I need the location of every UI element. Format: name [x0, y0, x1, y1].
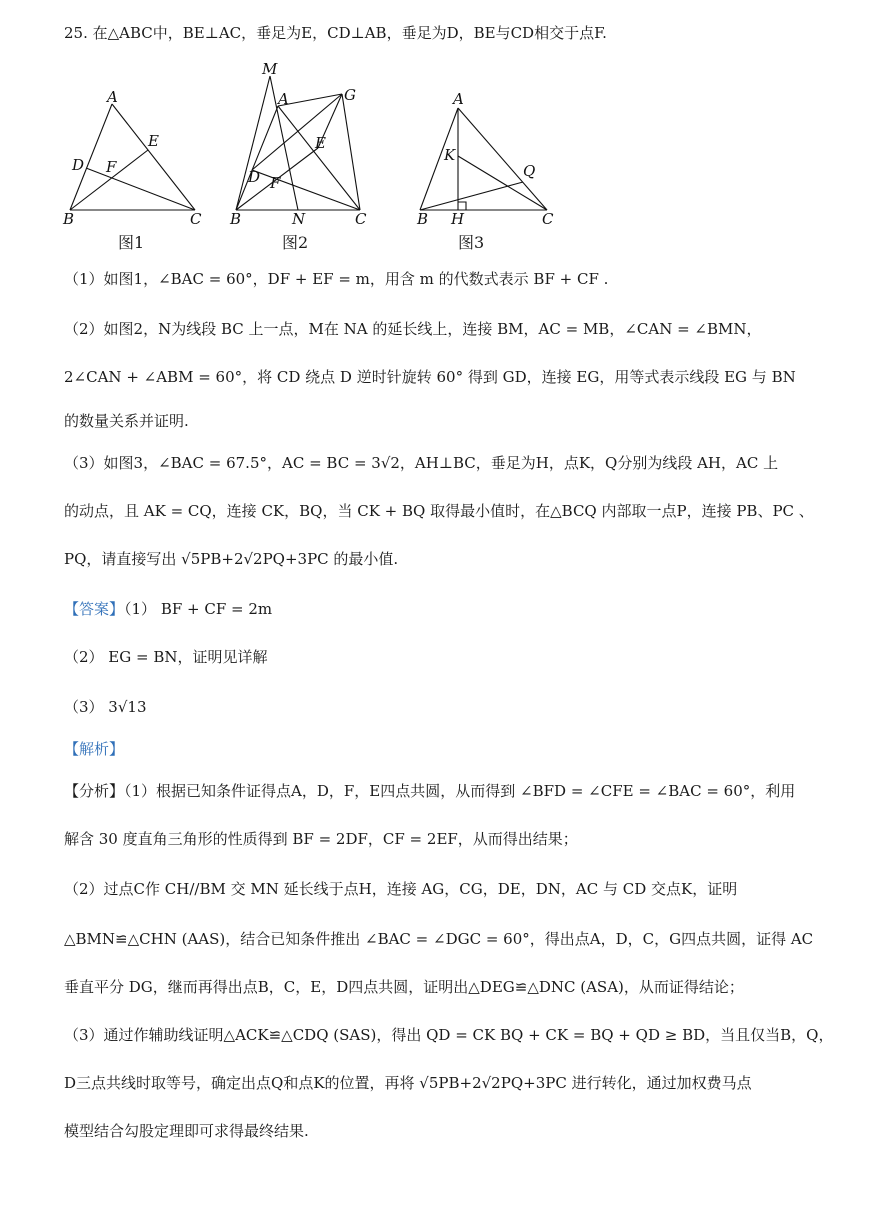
fig2-segment-bm — [236, 76, 270, 210]
caption-figure-2: 图2 — [282, 233, 309, 252]
answer-2: （2） EG = BN，证明见详解 — [64, 648, 268, 666]
fig2-label-b: B — [230, 210, 242, 228]
question-part-3-line-3: PQ，请直接写出 √5PB+2√2PQ+3PC 的最小值. — [64, 550, 399, 568]
question-part-2-line-1: （2）如图2，N为线段 BC 上一点，M在 NA 的延长线上，连接 BM，AC = MB，∠CAN = ∠BMN， — [64, 320, 762, 338]
answer-block — [64, 598, 272, 620]
caption-figure-3: 图3 — [458, 233, 485, 252]
fig1-label-f: F — [106, 158, 117, 176]
fig3-label-h: H — [451, 210, 465, 228]
fig3-label-b: B — [417, 210, 429, 228]
fig2-label-f: F — [270, 174, 281, 192]
analysis-part-3-line-2: D三点共线时取等号，确定出点Q和点K的位置，再将 √5PB+2√2PQ+3PC 进行转化，通过加权费马点 — [64, 1074, 752, 1092]
fig3-label-q: Q — [523, 162, 536, 180]
question-part-2-line-2: 2∠CAN + ∠ABM = 60°，将 CD 绕点 D 逆时针旋转 60° 得到 GD，连接 EG，用等式表示线段 EG 与 BN — [64, 368, 796, 386]
fig2-label-d: D — [248, 168, 261, 186]
fig2-label-m: M — [262, 60, 278, 78]
geometry-figures — [60, 58, 580, 258]
fig3-side-ac — [458, 108, 547, 210]
fig3-label-k: K — [444, 146, 456, 164]
fig2-label-e: E — [315, 134, 326, 152]
answer-3: （3） 3√13 — [64, 698, 147, 716]
fig2-label-n: N — [292, 210, 306, 228]
fig2-label-c: C — [355, 210, 367, 228]
fig1-label-d: D — [72, 156, 85, 174]
analysis-part-2-line-3: 垂直平分 DG，继而再得出点B，C，E，D四点共圆，证明出△DEG≌△DNC (ASA)，从而证得结论； — [64, 978, 744, 996]
fig3-right-angle-mark — [458, 202, 466, 210]
fig1-label-c: C — [190, 210, 202, 228]
fig2-label-g: G — [344, 86, 356, 104]
analysis-part-1-line-2: 解含 30 度直角三角形的性质得到 BF = 2DF，CF = 2EF，从而得出结果； — [64, 830, 578, 848]
fig1-label-a: A — [107, 88, 118, 106]
analysis-label: 【解析】 — [64, 740, 125, 758]
answer-1: （1） BF + CF = 2m — [124, 600, 273, 618]
question-part-2-line-3: 的数量关系并证明. — [64, 412, 189, 430]
analysis-part-1-line-1: 【分析】（1）根据已知条件证得点A，D，F，E四点共圆，从而得到 ∠BFD = ∠CFE = ∠BAC = 60°，利用 — [64, 782, 796, 800]
answer-label: 【答案】 — [64, 600, 125, 618]
fig3-label-a: A — [453, 90, 464, 108]
caption-figure-1: 图1 — [118, 233, 145, 252]
fig2-segment-cg — [342, 94, 360, 210]
analysis-part-2-line-1: （2）过点C作 CH//BM 交 MN 延长线于点H，连接 AG，CG，DE，DN，AC 与 CD 交点K，证明 — [64, 880, 738, 898]
fig1-label-e: E — [148, 132, 159, 150]
figures — [60, 58, 580, 258]
analysis-part-3-line-3: 模型结合勾股定理即可求得最终结果. — [64, 1122, 309, 1140]
analysis-part-3-line-1: （3）通过作辅助线证明△ACK≌△CDQ (SAS)，得出 QD = CK BQ + CK = BQ + QD ≥ BD，当且仅当B，Q， — [64, 1026, 834, 1044]
fig2-label-a: A — [278, 90, 289, 108]
question-header: 25. 在△ABC中，BE⊥AC，垂足为E，CD⊥AB，垂足为D，BE与CD相交于点F. — [64, 24, 607, 42]
fig3-label-c: C — [542, 210, 554, 228]
fig3-segment-bq — [420, 182, 523, 210]
fig1-label-b: B — [63, 210, 75, 228]
analysis-part-2-line-2: △BMN≌△CHN (AAS)，结合已知条件推出 ∠BAC = ∠DGC = 60°，得出点A，D，C，G四点共圆，证得 AC — [64, 930, 814, 948]
question-part-3-line-2: 的动点，且 AK = CQ，连接 CK，BQ，当 CK + BQ 取得最小值时，在△BCQ 内部取一点P，连接 PB、PC 、 — [64, 502, 814, 520]
question-part-3-line-1: （3）如图3，∠BAC = 67.5°，AC = BC = 3√2，AH⊥BC，垂足为H，点K，Q分别为线段 AH，AC 上 — [64, 454, 779, 472]
question-part-1: （1）如图1，∠BAC = 60°，DF + EF = m，用含 m 的代数式表示 BF + CF . — [64, 270, 609, 288]
fig2-segment-dg — [252, 94, 342, 170]
